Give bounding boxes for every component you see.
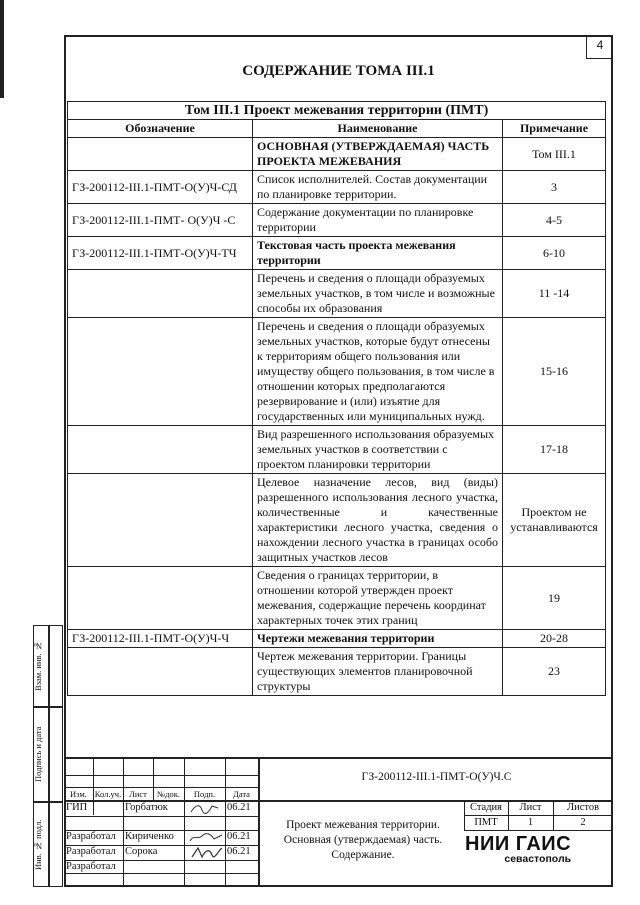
stamp-header-list: Лист <box>129 789 147 799</box>
row-code <box>68 426 253 474</box>
row-name: Перечень и сведения о площади образуемых земельных участков, которые будут отнесены к территориям общего пользования или имуществу общего пользования, в том числе в отношении которых предполагаются резервирование и (или) изъятие для государственных или муниципальных нужд. <box>253 318 503 426</box>
toc-row <box>68 237 606 270</box>
sheet-header: Лист <box>519 802 542 813</box>
stamp-role-2: Разработал <box>66 846 116 857</box>
row-name: Список исполнителей. Состав документации по планировке территории. <box>253 171 503 204</box>
row-note: Том III.1 <box>503 138 606 171</box>
row-note: 6-10 <box>503 237 606 270</box>
row-name: ОСНОВНАЯ (УТВЕРЖДАЕМАЯ) ЧАСТЬ ПРОЕКТА МЕЖЕВАНИЯ <box>253 138 503 171</box>
column-header-name: Наименование <box>253 120 503 138</box>
stamp-header-doc: №док. <box>157 789 180 799</box>
row-name: Чертежи межевания территории <box>253 630 503 648</box>
row-note: 15-16 <box>503 318 606 426</box>
stamp-name-1: Кириченко <box>125 831 174 842</box>
stamp-header-date: Дата <box>233 789 250 799</box>
side-label-inv-podl: Инв. № подл. <box>33 819 43 870</box>
toc-row <box>68 648 606 696</box>
stamp-header-sign: Подп. <box>193 789 216 799</box>
row-code <box>68 270 253 318</box>
stamp-name-0: Горбатюк <box>125 802 168 813</box>
row-note: 17-18 <box>503 426 606 474</box>
row-code: ГЗ-200112-III.1-ПМТ-О(У)Ч-СД <box>68 171 253 204</box>
signature-2 <box>188 845 224 861</box>
signature-0 <box>188 802 222 816</box>
row-name: Сведения о границах территории, в отношении которой утвержден проект межевания, содержащие перечень координат характерных точек этих границ <box>253 567 503 630</box>
toc-row <box>68 426 606 474</box>
contents-table <box>67 101 606 696</box>
page-number: 4 <box>586 35 613 59</box>
stamp-role-3: Разработал <box>66 861 116 872</box>
row-code <box>68 648 253 696</box>
row-note: 11 -14 <box>503 270 606 318</box>
row-name: Чертеж межевания территории. Границы существующих элементов планировочной структуры <box>253 648 503 696</box>
row-note: 19 <box>503 567 606 630</box>
toc-row <box>68 204 606 237</box>
org-name: НИИ ГАИС <box>465 833 572 855</box>
row-code: ГЗ-200112-III.1-ПМТ-О(У)Ч-ТЧ <box>68 237 253 270</box>
sheets-header: Листов <box>566 802 600 813</box>
org-city: севастополь <box>504 853 572 865</box>
page-title: СОДЕРЖАНИЕ ТОМА III.1 <box>242 63 435 79</box>
stamp-header-kol: Кол.уч. <box>94 789 122 799</box>
row-code <box>68 474 253 567</box>
row-note: 20-28 <box>503 630 606 648</box>
row-code <box>68 567 253 630</box>
toc-row <box>68 138 606 171</box>
stamp-description: Проект межевания территории. Основная (утверждаемая) часть. Содержание. <box>283 819 443 861</box>
stamp-role-0: ГИП <box>66 802 88 813</box>
sheet-value: 1 <box>527 817 534 828</box>
column-header-note: Примечание <box>503 120 606 138</box>
row-code <box>68 138 253 171</box>
row-note: 4-5 <box>503 204 606 237</box>
row-name: Содержание документации по планировке территории <box>253 204 503 237</box>
org-logo <box>465 833 571 865</box>
signature-1 <box>188 831 224 845</box>
row-note: 23 <box>503 648 606 696</box>
toc-row <box>68 474 606 567</box>
stamp-date-1: 06.21 <box>227 831 251 842</box>
side-label-inv-vzam: Взам. инв. № <box>33 641 43 691</box>
stamp-name-2: Сорока <box>125 846 158 857</box>
row-note: Проектом не устанавливаются <box>503 474 606 567</box>
stamp-role-1: Разработал <box>66 831 116 842</box>
row-code: ГЗ-200112-III.1-ПМТ-О(У)Ч-Ч <box>68 630 253 648</box>
side-label-sign-date: Подпись и дата <box>33 726 43 783</box>
row-name: Текстовая часть проекта межевания территории <box>253 237 503 270</box>
stage-header: Стадия <box>469 802 503 813</box>
toc-row <box>68 567 606 630</box>
row-name: Перечень и сведения о площади образуемых земельных участков, в том числе и возможные способы их образования <box>253 270 503 318</box>
toc-row <box>68 171 606 204</box>
column-header-code: Обозначение <box>68 120 253 138</box>
toc-row <box>68 270 606 318</box>
stamp-doc-code: ГЗ-200112-III.1-ПМТ-О(У)Ч.С <box>361 771 512 783</box>
toc-row <box>68 318 606 426</box>
stage-value: ПМТ <box>474 817 498 828</box>
row-code <box>68 318 253 426</box>
row-name: Целевое назначение лесов, вид (виды) разрешенного использования лесного участка, количественные и качественные характеристики лесного участка, сведения о нахождении лесного участка в границах особо защитных участков лесов <box>253 474 503 567</box>
edge-mark <box>0 0 4 98</box>
row-note: 3 <box>503 171 606 204</box>
stamp-header-izm: Изм. <box>70 789 87 799</box>
row-code: ГЗ-200112-III.1-ПМТ- О(У)Ч -С <box>68 204 253 237</box>
row-name: Вид разрешенного использования образуемых земельных участков в соответствии с проектом планировки территории <box>253 426 503 474</box>
stamp-date-0: 06.21 <box>227 802 251 813</box>
sheets-value: 2 <box>580 817 586 828</box>
volume-header: Том III.1 Проект межевания территории (ПМТ) <box>68 102 606 120</box>
stamp-date-2: 06.21 <box>227 846 251 857</box>
toc-row <box>68 630 606 648</box>
